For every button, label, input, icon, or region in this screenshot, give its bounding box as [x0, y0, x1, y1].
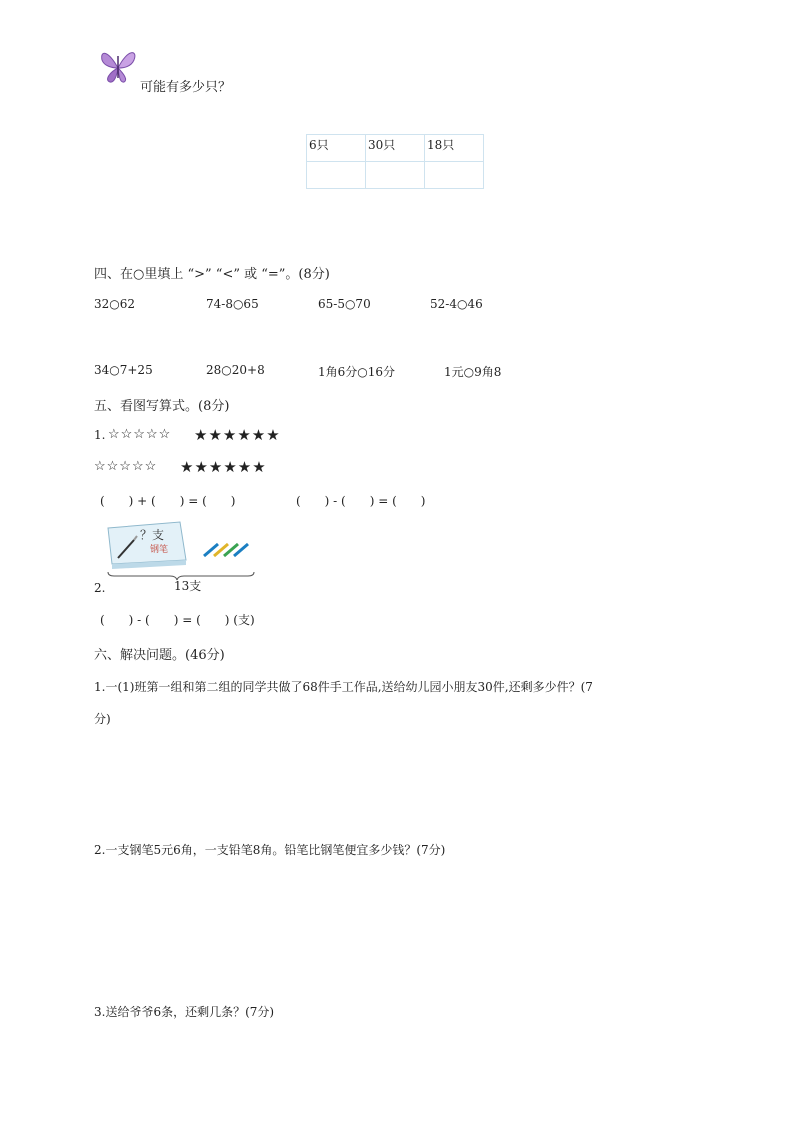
pen-label: 钢笔	[150, 545, 169, 555]
option-cell: 18只	[425, 135, 484, 162]
compare-item: 1元○9角8	[444, 365, 502, 379]
addition-equation[interactable]: ( ) + ( ) = ( )	[100, 494, 236, 508]
q2-label: 2.	[94, 581, 106, 595]
compare-item: 34○7+25	[94, 363, 153, 377]
problem-1-line1: 1.一(1)班第一组和第二组的同学共做了68件手工作品,送给幼儿园小朋友30件,还剩多少件？(7	[94, 680, 593, 694]
pencil-equation[interactable]: ( ) - ( ) = ( ) (支)	[100, 613, 255, 627]
compare-item: 1角6分○16分	[318, 365, 396, 379]
compare-item: 65-5○70	[318, 297, 371, 311]
options-table	[306, 134, 484, 189]
answer-cell[interactable]	[307, 162, 366, 189]
section5-title: 五、看图写算式。(8分)	[94, 399, 230, 414]
answer-cell[interactable]	[366, 162, 425, 189]
butterfly-question: 可能有多少只？	[140, 80, 232, 95]
option-cell: 30只	[366, 135, 425, 162]
q1-label: 1.	[94, 428, 106, 442]
answer-cell[interactable]	[425, 162, 484, 189]
option-cell: 6只	[307, 135, 366, 162]
section4-title: 四、在○里填上 “>” “<” 或 “=”。(8分)	[94, 267, 330, 282]
compare-item: 28○20+8	[206, 363, 265, 377]
problem-2: 2.一支钢笔5元6角，一支铅笔8角。铅笔比钢笔便宜多少钱？(7分)	[94, 843, 446, 857]
problem-1-line2: 分)	[94, 712, 111, 726]
hollow-stars: ☆☆☆☆☆	[108, 427, 172, 442]
filled-stars: ★★★★★★	[180, 458, 267, 476]
compare-item: 74-8○65	[206, 297, 259, 311]
question-box-text: ？支	[140, 528, 165, 542]
section6-title: 六、解决问题。(46分)	[94, 648, 225, 663]
compare-item: 32○62	[94, 297, 136, 311]
filled-stars: ★★★★★★	[194, 426, 281, 444]
compare-item: 52-4○46	[430, 297, 483, 311]
subtraction-equation[interactable]: ( ) - ( ) = ( )	[296, 494, 426, 508]
problem-3: 3.送给爷爷6条，还剩几条？(7分)	[94, 1005, 275, 1019]
total-label: 13支	[174, 579, 202, 593]
butterfly-icon	[98, 46, 140, 86]
hollow-stars: ☆☆☆☆☆	[94, 459, 158, 474]
